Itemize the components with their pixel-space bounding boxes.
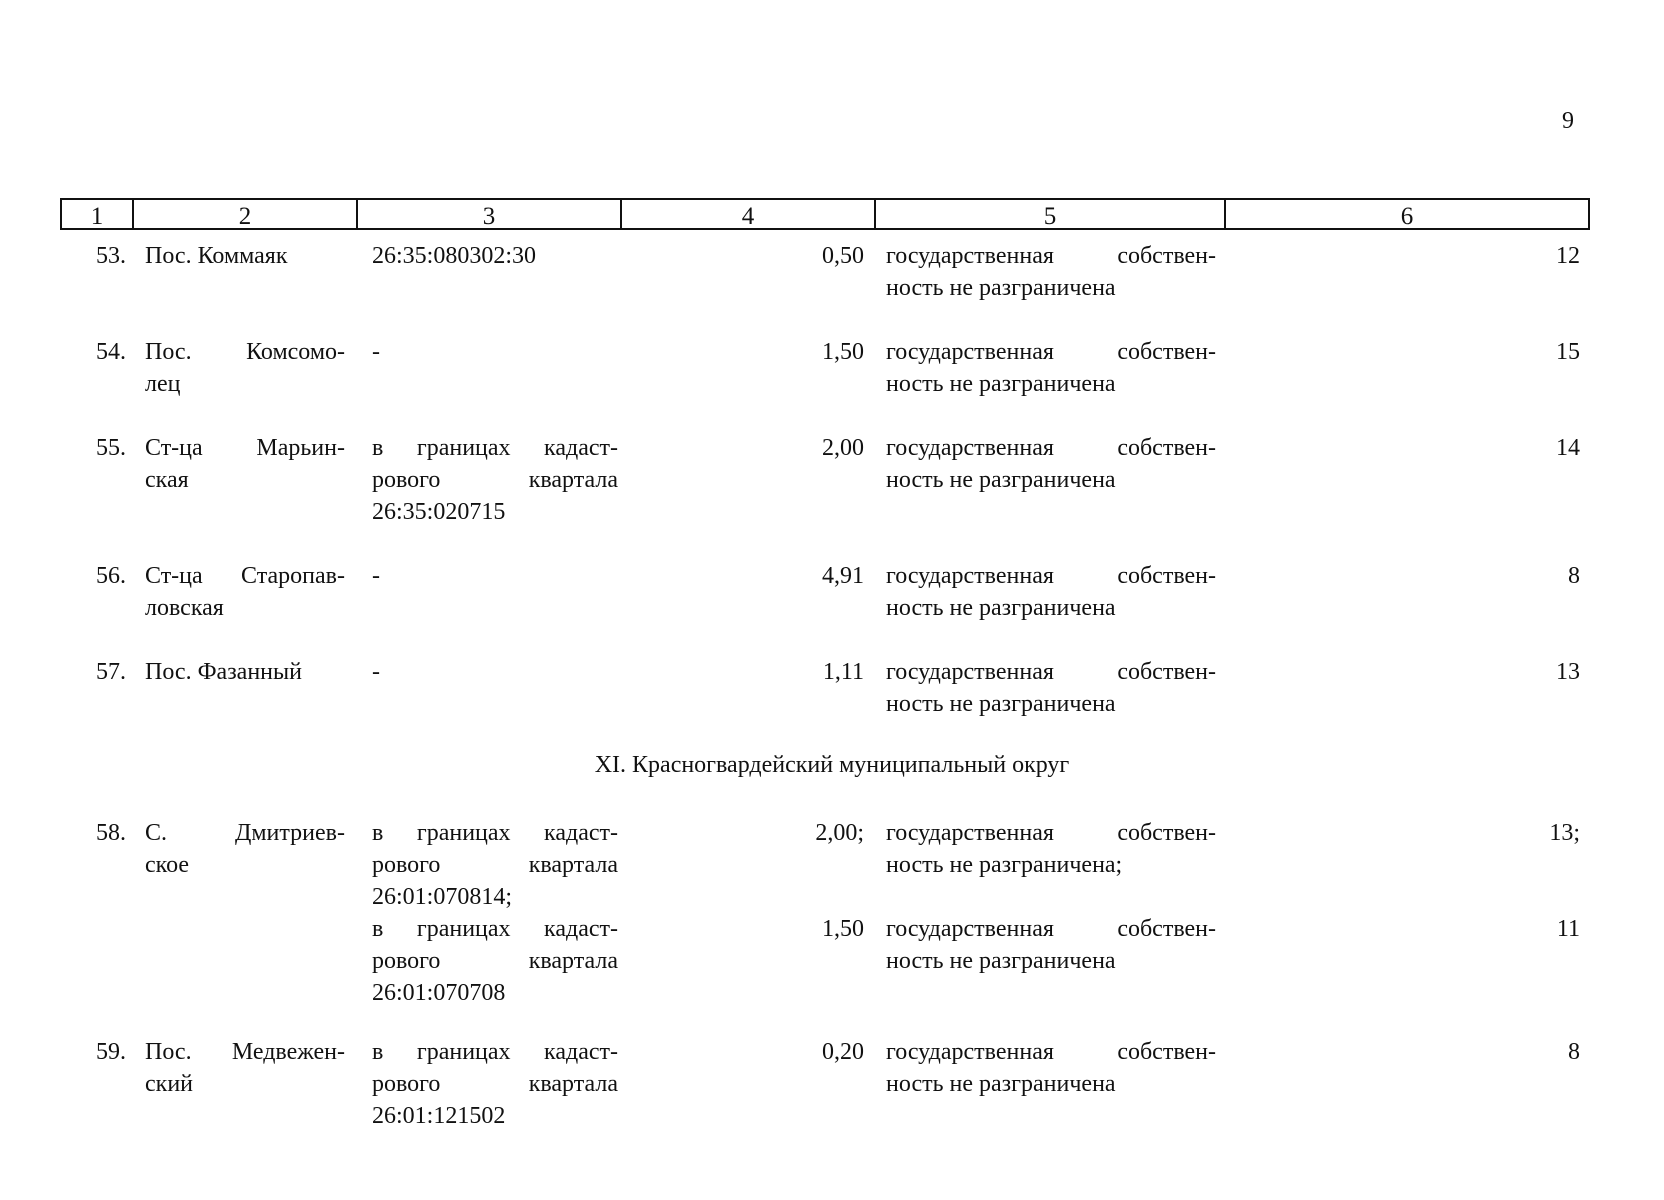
ownership-status-line: ность не разграничена <box>886 467 1116 493</box>
ownership-status-line: государственная собствен- <box>886 563 1216 589</box>
count-value: 8 <box>1568 1039 1580 1065</box>
cadastral-info <box>372 1036 618 1132</box>
ownership-status-line: ность не разграничена <box>886 948 1116 974</box>
cadastral-info-line: рового квартала <box>372 948 618 974</box>
locality-name <box>145 817 345 881</box>
area-value: 1,50 <box>822 339 864 365</box>
ownership-status <box>886 656 1216 720</box>
ownership-status <box>886 336 1216 400</box>
cadastral-info-line: - <box>372 563 380 589</box>
cadastral-info-line: рового квартала <box>372 467 618 493</box>
ownership-status <box>886 432 1216 496</box>
count-value: 13 <box>1556 659 1580 685</box>
cadastral-info <box>372 240 618 272</box>
count-value: 11 <box>1556 916 1580 942</box>
locality-name <box>145 1036 345 1100</box>
ownership-status-line: государственная собствен- <box>886 659 1216 685</box>
area-value: 0,50 <box>822 243 864 269</box>
locality-name-line: Пос. Медвежен- <box>145 1039 345 1065</box>
locality-name-line: Пос. Комсомо- <box>145 339 345 365</box>
locality-name-line: Пос. Фазанный <box>145 659 302 685</box>
ownership-status <box>886 240 1216 304</box>
ownership-status <box>886 913 1216 977</box>
count-value: 8 <box>1568 563 1580 589</box>
row-number: 59. <box>96 1039 126 1065</box>
cadastral-info <box>372 432 618 528</box>
area-value: 1,50 <box>822 916 864 942</box>
count-value: 12 <box>1556 243 1580 269</box>
cadastral-info-line: 26:01:070814; <box>372 884 513 910</box>
ownership-status-line: государственная собствен- <box>886 339 1216 365</box>
locality-name <box>145 560 345 624</box>
page-number: 9 <box>1562 108 1574 134</box>
area-value: 2,00; <box>815 820 864 846</box>
locality-name-line: ский <box>145 1071 193 1097</box>
cadastral-info <box>372 913 618 1009</box>
cadastral-info <box>372 336 618 368</box>
locality-name <box>145 656 345 688</box>
locality-name-line: лец <box>145 371 181 397</box>
cadastral-info-line: - <box>372 339 380 365</box>
row-number: 53. <box>96 243 126 269</box>
cadastral-info-line: 26:01:121502 <box>372 1103 506 1129</box>
ownership-status <box>886 560 1216 624</box>
locality-name-line: С. Дмитриев- <box>145 820 345 846</box>
ownership-status-line: государственная собствен- <box>886 243 1216 269</box>
count-value: 15 <box>1556 339 1580 365</box>
cadastral-info-line: в границах кадаст- <box>372 916 618 942</box>
locality-name <box>145 336 345 400</box>
header-cell: 1 <box>62 200 134 228</box>
locality-name-line: Пос. Коммаяк <box>145 243 288 269</box>
locality-name-line: ская <box>145 467 189 493</box>
locality-name-line: Ст-ца Марьин- <box>145 435 345 461</box>
ownership-status-line: ность не разграничена <box>886 691 1116 717</box>
area-value: 4,91 <box>822 563 864 589</box>
ownership-status-line: государственная собствен- <box>886 1039 1216 1065</box>
cadastral-info-line: 26:01:070708 <box>372 980 506 1006</box>
ownership-status-line: государственная собствен- <box>886 435 1216 461</box>
area-value: 1,11 <box>822 659 864 685</box>
ownership-status-line: государственная собствен- <box>886 916 1216 942</box>
ownership-status-line: ность не разграничена; <box>886 852 1123 878</box>
cadastral-info <box>372 560 618 592</box>
cadastral-info-line: 26:35:080302:30 <box>372 243 537 269</box>
header-cell: 2 <box>134 200 358 228</box>
section-title: XI. Красногвардейский муниципальный округ <box>594 752 1070 778</box>
header-cell: 4 <box>622 200 876 228</box>
locality-name-line: ловская <box>145 595 224 621</box>
ownership-status-line: ность не разграничена <box>886 1071 1116 1097</box>
ownership-status <box>886 817 1216 881</box>
locality-name-line: Ст-ца Старопав- <box>145 563 345 589</box>
cadastral-info-line: в границах кадаст- <box>372 1039 618 1065</box>
count-value: 14 <box>1556 435 1580 461</box>
row-number: 58. <box>96 820 126 846</box>
cadastral-info-line: в границах кадаст- <box>372 820 618 846</box>
area-value: 0,20 <box>822 1039 864 1065</box>
header-cell: 6 <box>1400 202 1414 230</box>
cadastral-info-line: - <box>372 659 380 685</box>
table-header <box>60 198 1590 230</box>
ownership-status <box>886 1036 1216 1100</box>
cadastral-info-line: рового квартала <box>372 1071 618 1097</box>
header-cell: 3 <box>358 200 622 228</box>
ownership-status-line: государственная собствен- <box>886 820 1216 846</box>
area-value: 2,00 <box>822 435 864 461</box>
ownership-status-line: ность не разграничена <box>886 595 1116 621</box>
locality-name <box>145 240 345 272</box>
ownership-status-line: ность не разграничена <box>886 275 1116 301</box>
count-value: 13; <box>1549 820 1580 846</box>
ownership-status-line: ность не разграничена <box>886 371 1116 397</box>
row-number: 54. <box>96 339 126 365</box>
cadastral-info <box>372 817 618 913</box>
row-number: 56. <box>96 563 126 589</box>
locality-name <box>145 432 345 496</box>
row-number: 55. <box>96 435 126 461</box>
cadastral-info-line: 26:35:020715 <box>372 499 506 525</box>
header-cell: 5 <box>876 200 1226 228</box>
cadastral-info-line: рового квартала <box>372 852 618 878</box>
cadastral-info <box>372 656 618 688</box>
locality-name-line: ское <box>145 852 190 878</box>
cadastral-info-line: в границах кадаст- <box>372 435 618 461</box>
row-number: 57. <box>96 659 126 685</box>
